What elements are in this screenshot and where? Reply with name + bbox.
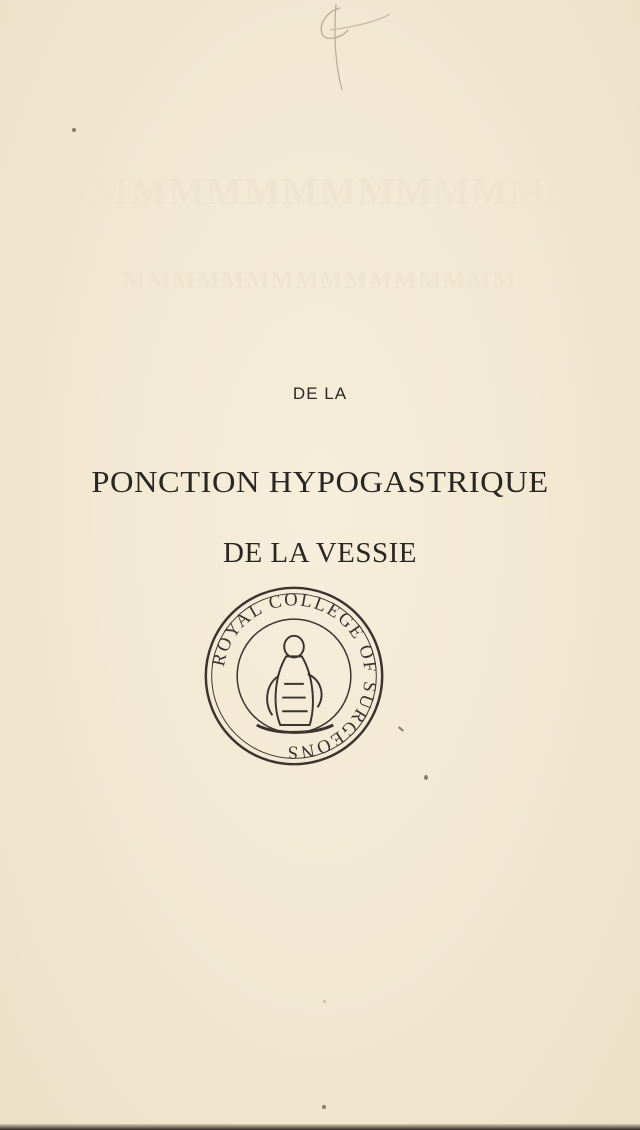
paper-speck xyxy=(323,1000,326,1003)
title-prefix: DE LA xyxy=(292,384,348,403)
bleed-through-text: MMMMMMMMMMMMMM xyxy=(54,171,586,213)
pencil-mark xyxy=(290,0,400,100)
library-stamp-seal xyxy=(196,578,392,774)
paper-speck xyxy=(322,1105,326,1109)
page-subtitle: DE LA VESSIE xyxy=(223,537,417,569)
paper-speck xyxy=(72,128,76,132)
page-bottom-edge xyxy=(0,1124,640,1130)
paper-speck xyxy=(424,775,428,780)
paper-speck xyxy=(398,726,404,731)
seal-figure xyxy=(257,636,333,733)
bleed-through-text: MMMMMMMMMMMMMMMM xyxy=(122,268,518,294)
page-title: PONCTION HYPOGASTRIQUE xyxy=(91,464,549,499)
svg-text:ROYAL COLLEGE OF SURGEONS: ROYAL COLLEGE OF SURGEONS xyxy=(208,589,381,763)
